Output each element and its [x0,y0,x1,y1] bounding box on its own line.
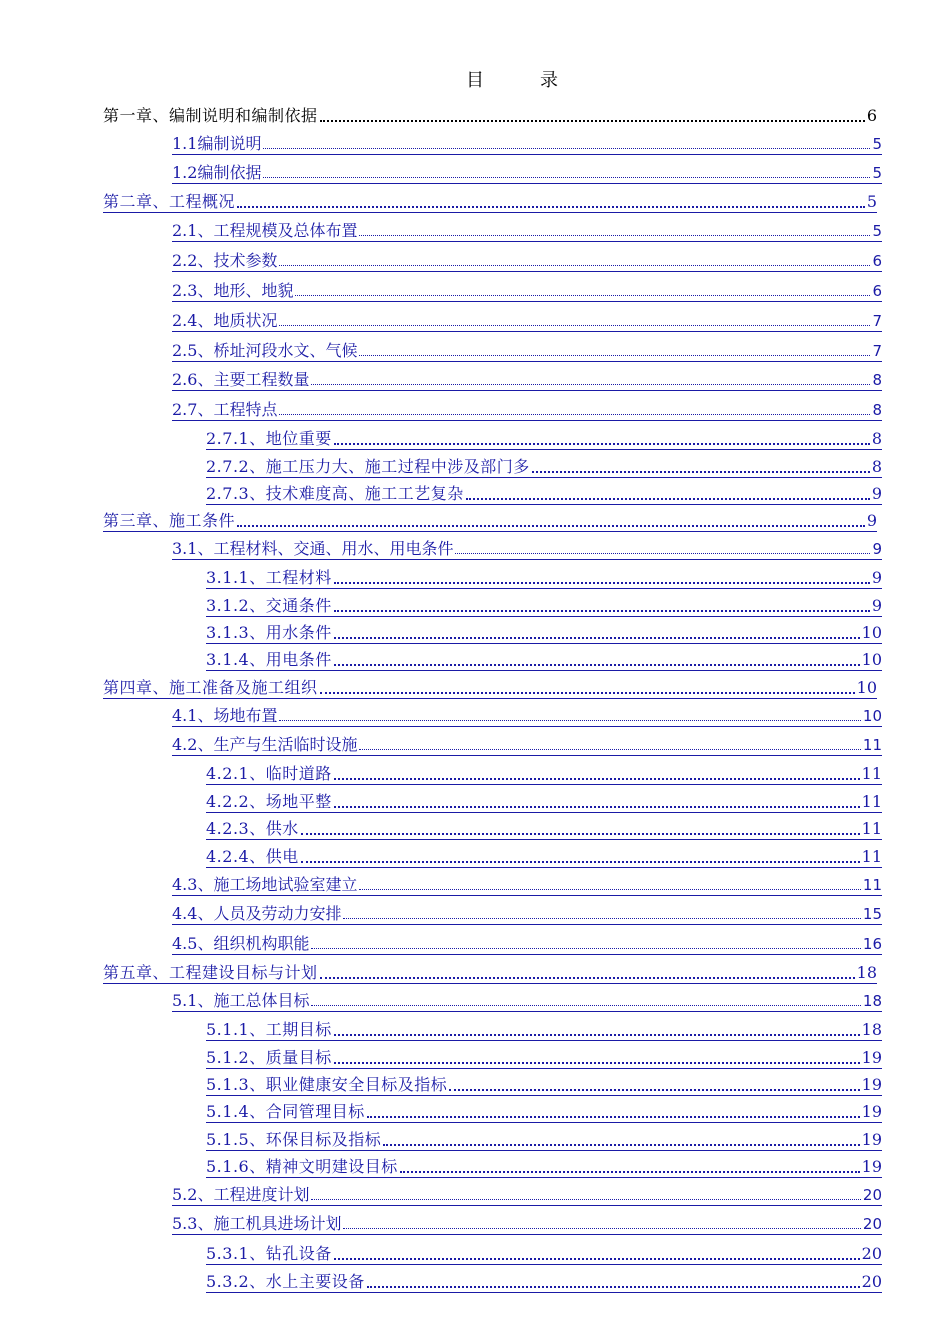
toc-entry[interactable] [206,648,882,671]
toc-entry-label: 4.5、组织机构职能 [172,934,310,953]
toc-dot-leader [449,1089,859,1091]
toc-entry-page-number: 6 [872,282,882,300]
toc-dot-leader [311,948,860,949]
toc-entry-page-number: 9 [866,511,877,530]
toc-entry-page-number: 8 [871,457,882,476]
toc-entry[interactable] [172,733,882,756]
toc-entry[interactable] [206,1242,882,1265]
toc-dot-leader [334,1062,860,1064]
toc-entry-page-number: 5 [872,164,882,182]
toc-entry[interactable] [206,762,882,785]
toc-entry-page-number: 8 [872,371,882,389]
toc-entry-label: 4.2.4、供电 [206,847,299,866]
toc-entry-label: 4.2.1、临时道路 [206,764,332,783]
toc-entry[interactable] [206,790,882,813]
toc-dot-leader [311,384,870,385]
toc-entry-label: 4.3、施工场地试验室建立 [172,875,358,894]
toc-entry-label: 2.2、技术参数 [172,251,278,270]
toc-entry-page-number: 18 [856,963,877,982]
toc-entry-page-number: 6 [872,252,882,270]
toc-entry-page-number: 20 [862,1215,882,1233]
toc-entry-label: 5.2、工程进度计划 [172,1185,310,1204]
toc-dot-leader [334,637,860,639]
toc-dot-leader [343,918,860,919]
toc-entry-page-number: 5 [866,192,877,211]
toc-dot-leader [343,1228,860,1229]
toc-entry-page-number: 8 [871,429,882,448]
toc-entry-label: 5.1.6、精神文明建设目标 [206,1157,398,1176]
toc-entry-page-number: 10 [861,650,882,669]
toc-entry-label: 5.3、施工机具进场计划 [172,1214,342,1233]
toc-entry[interactable] [206,1073,882,1096]
toc-entry-page-number: 9 [872,540,882,558]
toc-dot-leader [359,355,870,356]
toc-dot-leader [367,1116,860,1118]
toc-entry[interactable] [172,219,882,242]
toc-entry[interactable] [206,845,882,868]
toc-dot-leader [279,325,870,326]
toc-dot-leader [466,498,870,500]
toc-entry-page-number: 19 [861,1157,882,1176]
toc-dot-leader [301,833,860,835]
toc-entry-page-number: 10 [862,707,882,725]
toc-entry-page-number: 19 [861,1130,882,1149]
toc-entry-label: 2.3、地形、地貌 [172,281,294,300]
toc-entry[interactable] [206,1100,882,1123]
toc-entry[interactable] [206,621,882,644]
toc-entry-label: 1.1编制说明 [172,134,262,153]
toc-entry[interactable] [172,873,882,896]
toc-entry-label: 2.7、工程特点 [172,400,278,419]
toc-entry[interactable] [206,594,882,617]
toc-entry[interactable] [206,1128,882,1151]
toc-dot-leader [295,295,870,296]
toc-entry[interactable] [172,932,882,955]
toc-entry[interactable] [172,1212,882,1235]
toc-entry-label: 5.1、施工总体目标 [172,991,310,1010]
toc-entry[interactable] [103,961,877,984]
toc-dot-leader [279,265,870,266]
toc-title-char-2: 录 [540,70,558,91]
toc-entry-page-number: 8 [872,401,882,419]
toc-dot-leader [279,414,870,415]
toc-entry-page-number: 11 [862,736,882,754]
toc-dot-leader [237,525,865,527]
toc-entry-label: 5.1.3、职业健康安全目标及指标 [206,1075,448,1094]
toc-dot-leader [311,1005,860,1006]
toc-entry[interactable] [172,339,882,362]
toc-entry-page-number: 7 [872,342,882,360]
toc-entry-page-number: 18 [861,1020,882,1039]
toc-entry-label: 3.1、工程材料、交通、用水、用电条件 [172,539,454,558]
toc-entry[interactable] [206,817,882,840]
toc-entry[interactable] [103,676,877,699]
toc-dot-leader [455,553,870,554]
toc-entry-page-number: 5 [872,135,882,153]
toc-entry[interactable] [206,1018,882,1041]
toc-entry[interactable] [172,161,882,184]
toc-entry-page-number: 20 [861,1272,882,1291]
toc-entry-page-number: 19 [861,1075,882,1094]
toc-dot-leader [334,443,870,445]
toc-dot-leader [334,582,870,584]
toc-entry[interactable] [206,1155,882,1178]
toc-dot-leader [320,977,855,979]
toc-dot-leader [383,1144,859,1146]
toc-entry-label: 5.1.5、环保目标及指标 [206,1130,382,1149]
toc-entry-page-number: 11 [861,792,882,811]
toc-entry[interactable] [172,368,882,391]
toc-entry[interactable] [172,704,882,727]
toc-dot-leader [320,120,865,122]
toc-entry-label: 4.2.3、供水 [206,819,299,838]
toc-entry[interactable] [172,249,882,272]
toc-entry[interactable] [172,989,882,1012]
toc-entry-page-number: 10 [861,623,882,642]
toc-entry-label: 1.2编制依据 [172,163,262,182]
toc-title [0,66,950,92]
toc-dot-leader [334,778,860,780]
toc-entry[interactable] [206,482,882,505]
toc-entry[interactable] [206,427,882,450]
toc-entry-label: 2.7.2、施工压力大、施工过程中涉及部门多 [206,457,530,476]
toc-entry[interactable] [206,1270,882,1293]
toc-entry-label: 3.1.1、工程材料 [206,568,332,587]
toc-entry[interactable] [103,509,877,532]
toc-dot-leader [334,1258,860,1260]
toc-entry[interactable] [172,132,882,155]
toc-entry-label: 2.7.1、地位重要 [206,429,332,448]
toc-dot-leader [359,889,860,890]
toc-entry-page-number: 19 [861,1048,882,1067]
toc-dot-leader [263,177,870,178]
toc-entry-page-number: 20 [861,1244,882,1263]
toc-entry-label: 2.6、主要工程数量 [172,370,310,389]
toc-entry-page-number: 9 [871,484,882,503]
toc-entry-label: 5.3.2、水上主要设备 [206,1272,365,1291]
toc-entry-page-number: 11 [862,876,882,894]
toc-entry-label: 3.1.4、用电条件 [206,650,332,669]
toc-entry[interactable] [172,902,882,925]
toc-dot-leader [263,148,870,149]
toc-entry-page-number: 11 [861,819,882,838]
toc-entry-page-number: 9 [871,568,882,587]
toc-dot-leader [532,471,870,473]
toc-entry-label: 4.4、人员及劳动力安排 [172,904,342,923]
toc-entry-page-number: 20 [862,1186,882,1204]
toc-entry[interactable] [103,104,877,126]
toc-entry[interactable] [172,537,882,560]
toc-dot-leader [311,1199,860,1200]
toc-dot-leader [359,235,870,236]
toc-entry-page-number: 15 [862,905,882,923]
toc-entry-label: 5.3.1、钻孔设备 [206,1244,332,1263]
toc-entry-label: 第一章、编制说明和编制依据 [103,106,318,125]
toc-entry-label: 5.1.4、合同管理目标 [206,1102,365,1121]
toc-entry[interactable] [172,279,882,302]
toc-title-char-1: 目 [466,70,484,91]
toc-entry-label: 2.7.3、技术难度高、施工工艺复杂 [206,484,464,503]
toc-dot-leader [237,206,865,208]
toc-entry-label: 3.1.2、交通条件 [206,596,332,615]
toc-entry-label: 第四章、施工准备及施工组织 [103,678,318,697]
toc-dot-leader [334,1034,860,1036]
toc-entry-page-number: 10 [856,678,877,697]
toc-entry-label: 第二章、工程概况 [103,192,236,211]
toc-entry-label: 5.1.2、质量目标 [206,1048,332,1067]
toc-entry-page-number: 6 [866,106,877,125]
toc-entry-label: 4.2.2、场地平整 [206,792,332,811]
toc-dot-leader [334,664,860,666]
toc-entry[interactable] [206,566,882,589]
toc-entry[interactable] [206,1046,882,1069]
toc-dot-leader [320,692,855,694]
toc-entry-label: 2.4、地质状况 [172,311,278,330]
toc-entry-label: 3.1.3、用水条件 [206,623,332,642]
toc-entry-label: 2.5、桥址河段水文、气候 [172,341,358,360]
toc-entry-label: 5.1.1、工期目标 [206,1020,332,1039]
toc-dot-leader [301,861,860,863]
toc-entry[interactable] [172,1183,882,1206]
toc-entry-page-number: 19 [861,1102,882,1121]
toc-entry-label: 2.1、工程规模及总体布置 [172,221,358,240]
toc-dot-leader [334,806,860,808]
toc-entry-page-number: 9 [871,596,882,615]
toc-dot-leader [359,749,860,750]
toc-entry-label: 4.1、场地布置 [172,706,278,725]
toc-entry[interactable] [206,455,882,478]
toc-entry[interactable] [103,190,877,213]
toc-entry-page-number: 7 [872,312,882,330]
toc-entry-page-number: 11 [861,847,882,866]
toc-entry-page-number: 16 [862,935,882,953]
toc-entry-page-number: 11 [861,764,882,783]
toc-dot-leader [334,610,870,612]
toc-entry-label: 4.2、生产与生活临时设施 [172,735,358,754]
toc-entry-page-number: 18 [862,992,882,1010]
toc-dot-leader [279,720,860,721]
toc-dot-leader [367,1286,860,1288]
toc-entry-label: 第五章、工程建设目标与计划 [103,963,318,982]
toc-entry[interactable] [172,398,882,421]
toc-entry-page-number: 5 [872,222,882,240]
toc-entry-label: 第三章、施工条件 [103,511,236,530]
toc-entry[interactable] [172,309,882,332]
toc-dot-leader [400,1171,860,1173]
